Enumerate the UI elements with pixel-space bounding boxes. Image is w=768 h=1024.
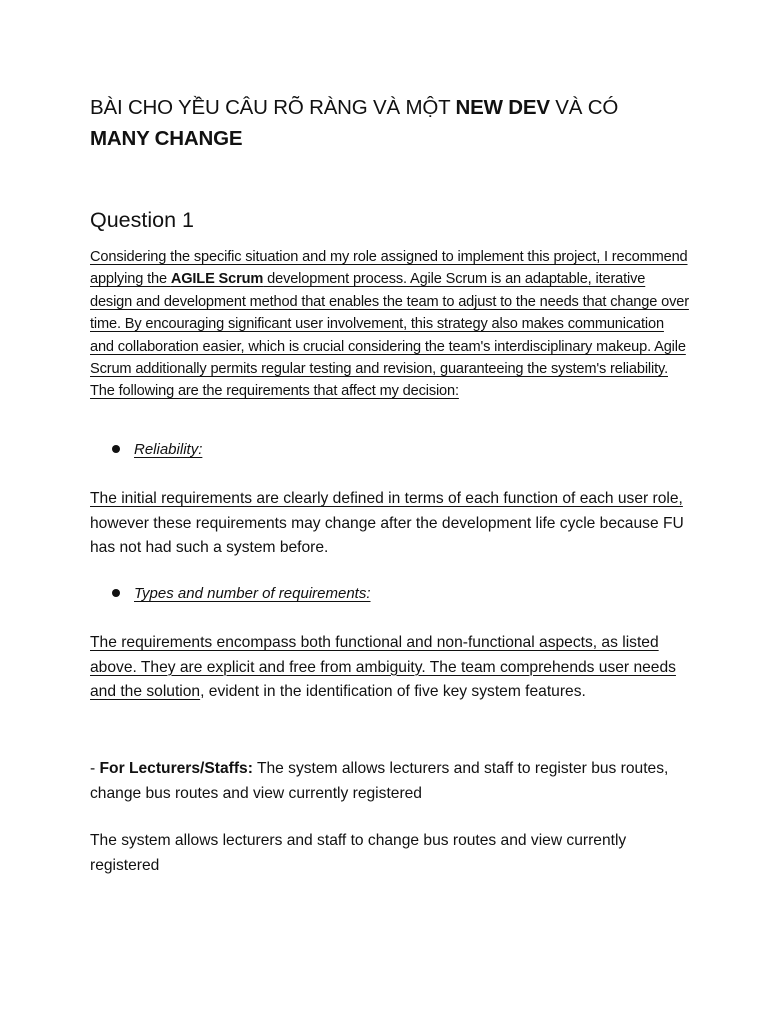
- intro-bold-agile-scrum: AGILE Scrum: [170, 271, 264, 288]
- document-heading: [90, 92, 670, 154]
- lecturers-dash: -: [90, 760, 100, 777]
- requirements-text-underlined: The requirements encompass both functional and non-functional aspects, as listed above. They are explicit and free from ambiguity. The team comprehends user needs and the solution: [90, 634, 676, 700]
- lecturers-bold-label: For Lecturers/Staffs:: [99, 760, 253, 777]
- bullet-dot-icon: [112, 589, 120, 597]
- bullet-label: Types and number of requirements:: [134, 585, 371, 602]
- bullet-reliability: [112, 439, 202, 461]
- heading-text-1: BÀI CHO YỀU CÂU RÕ RÀNG VÀ MỘT: [90, 96, 456, 119]
- heading-text-2: VÀ CÓ: [549, 96, 619, 119]
- closing-paragraph: The system allows lecturers and staff to change bus routes and view currently registered: [90, 832, 627, 874]
- bullet-label: Reliability:: [134, 441, 203, 458]
- bullet-dot-icon: [112, 445, 120, 453]
- reliability-text: however these requirements may change after the development life cycle because FU has not had such a system before.: [90, 514, 684, 556]
- intro-paragraph: [90, 246, 690, 403]
- intro-text-1: Considering the specific situation and my role assigned to implement this project, I recommend applying the: [90, 249, 688, 288]
- requirements-paragraph: [90, 631, 690, 705]
- question-title: Question 1: [90, 208, 194, 232]
- intro-text-2: development process. Agile Scrum is an adaptable, iterative design and development method that enables the team to adjust to the needs that change over time. By encouraging significant user involvement, this strategy also makes communication and collaboration easier, which is crucial considering the team's interdisciplinary makeup. Agile Scrum additionally permits regular testing and revision, guaranteeing the system's reliability. The following are the requirements that affect my decision:: [90, 271, 689, 400]
- requirements-text: , evident in the identification of five key system features.: [200, 683, 586, 700]
- lecturers-paragraph: [90, 757, 690, 806]
- reliability-text-underlined: The initial requirements are clearly defined in terms of each function of each user role,: [90, 490, 683, 507]
- heading-bold-new-dev: NEW DEV: [455, 96, 550, 119]
- reliability-paragraph: [90, 487, 690, 561]
- lecturers-text: The system allows lecturers and staff to register bus routes, change bus routes and view currently registered: [90, 760, 669, 802]
- bullet-requirements: [112, 583, 371, 605]
- heading-bold-many-change: MANY CHANGE: [90, 127, 243, 150]
